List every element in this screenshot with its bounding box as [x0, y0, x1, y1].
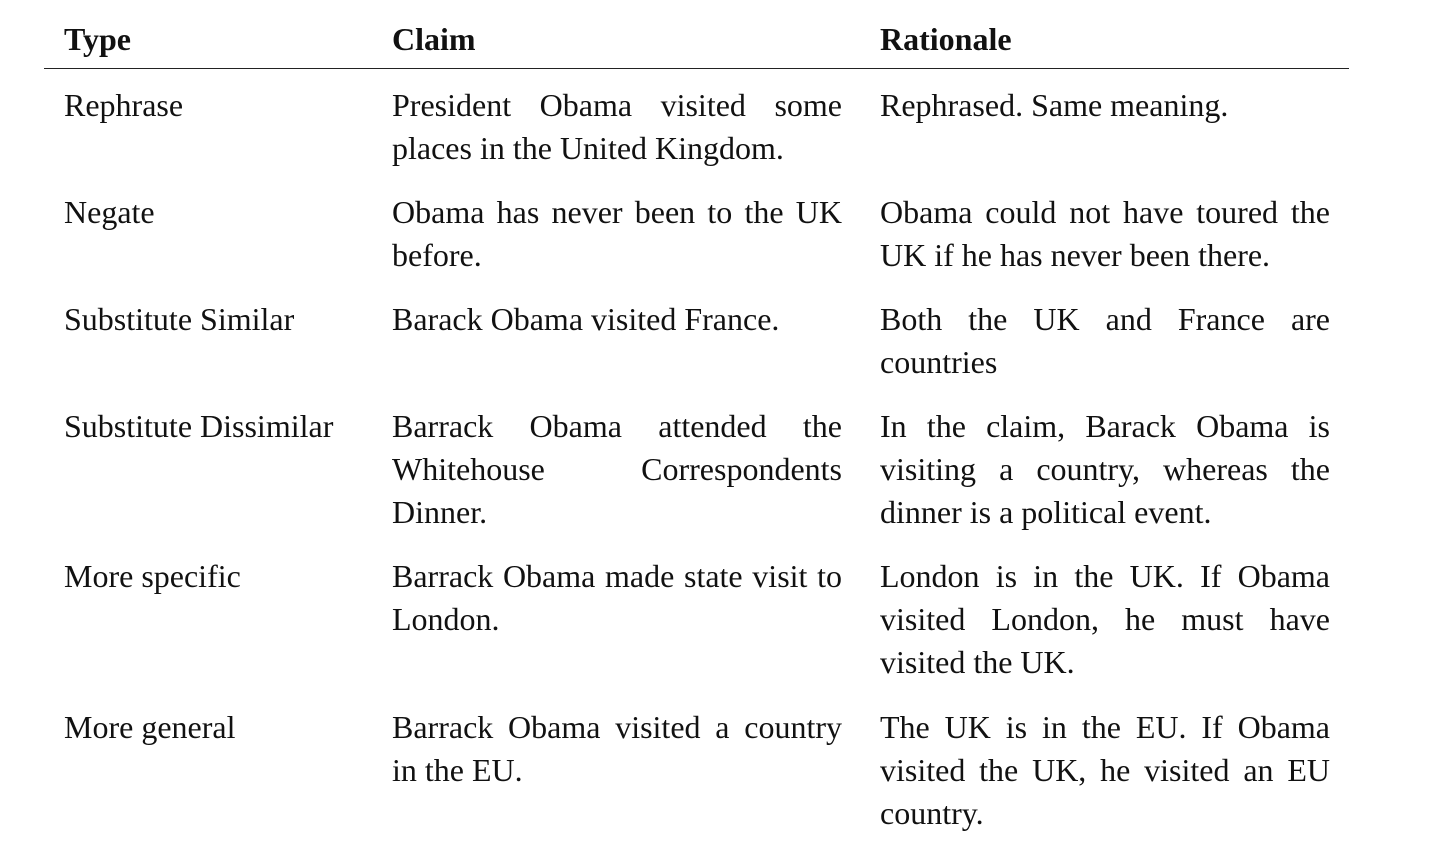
row-claim: Barrack Obama attended the Whitehouse Correspondents Dinner. — [392, 408, 842, 530]
row-claim: Barack Obama visited France. — [392, 301, 780, 337]
header-rationale: Rationale — [880, 21, 1012, 57]
row-claim: Barrack Obama made state visit to London. — [392, 558, 842, 637]
row-claim: Barrack Obama visited a country in the EU. — [392, 709, 842, 788]
claim-mutation-table — [44, 12, 1349, 831]
row-rationale: Both the UK and France are countries — [880, 301, 1330, 380]
row-rationale: London is in the UK. If Obama visited London, he must have visited the UK. — [880, 558, 1330, 680]
row-claim: Obama has never been to the UK before. — [392, 194, 842, 273]
row-type: Substitute Similar — [64, 301, 295, 337]
header-type: Type — [64, 21, 131, 57]
row-rationale: Obama could not have toured the UK if he has never been there. — [880, 194, 1330, 273]
row-claim: President Obama visited some places in the United Kingdom. — [392, 87, 842, 166]
table-header — [44, 12, 1349, 69]
row-rationale: Rephrased. Same meaning. — [880, 87, 1229, 123]
header-claim: Claim — [392, 21, 476, 57]
row-type: Substitute Dissimilar — [64, 408, 334, 444]
row-type: Negate — [64, 194, 155, 230]
row-type: More general — [64, 709, 236, 745]
row-rationale: In the claim, Barack Obama is visiting a country, whereas the dinner is a political event. — [880, 408, 1330, 530]
row-type: More specific — [64, 558, 241, 594]
row-rationale: The UK is in the EU. If Obama visited the UK, he visited an EU country. — [880, 709, 1330, 831]
row-type: Rephrase — [64, 87, 184, 123]
